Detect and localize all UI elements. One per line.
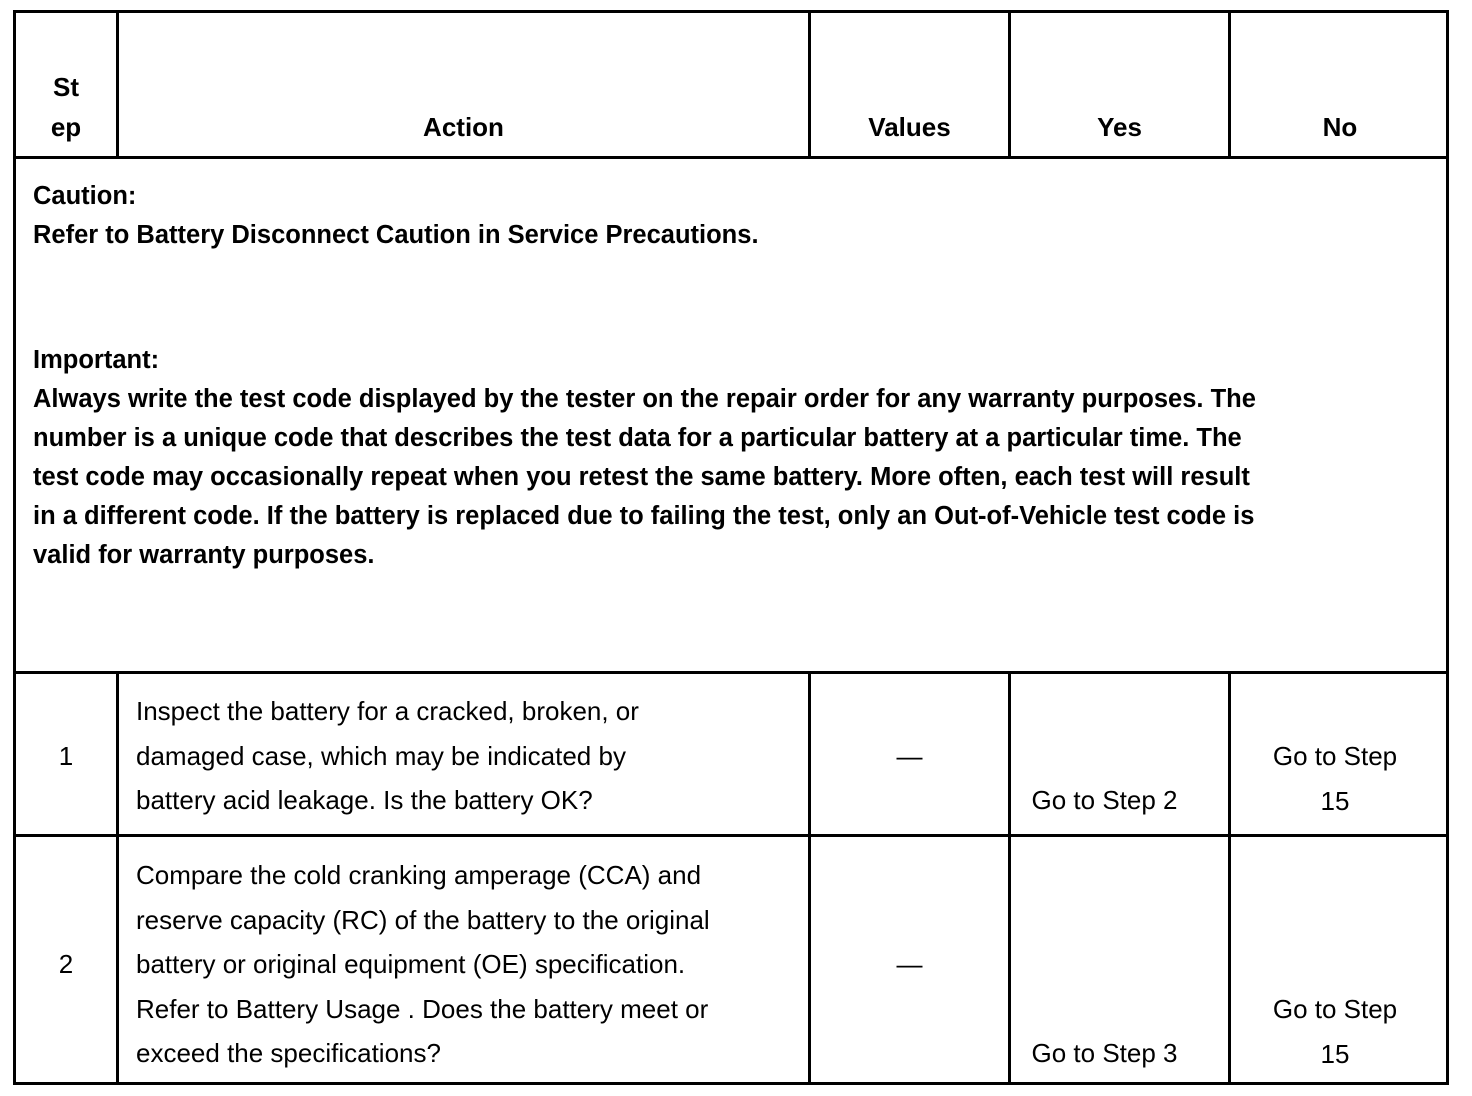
row2-action	[136, 853, 806, 1076]
diagnostic-table	[13, 10, 1449, 1085]
row1-action-line: damaged case, which may be indicated by	[136, 740, 626, 771]
header-step-line2: ep	[50, 112, 82, 142]
caution-text: Refer to Battery Disconnect Caution in Service Precautions.	[33, 221, 759, 249]
header-yes: Yes	[1097, 112, 1142, 142]
row2-yes: Go to Step 3	[1031, 1038, 1178, 1068]
notes-bottom-rule	[16, 671, 1446, 674]
important-line: valid for warranty purposes.	[33, 541, 375, 569]
row1-no	[1231, 734, 1439, 823]
row2-step: 2	[58, 949, 74, 979]
row1-yes: Go to Step 2	[1031, 785, 1178, 815]
row2-no	[1231, 987, 1439, 1076]
row1-no-line1: Go to Step	[1272, 741, 1398, 771]
row1-action-line: battery acid leakage. Is the battery OK?	[136, 785, 593, 815]
header-values: Values	[868, 112, 951, 142]
row2-no-line2: 15	[1320, 1038, 1350, 1069]
header-step-line1: St	[53, 72, 79, 102]
header-action: Action	[423, 112, 504, 142]
important-title: Important:	[33, 346, 160, 374]
important-line: in a different code. If the battery is replaced due to failing the test, only an Out-of-Vehicle test code is	[33, 502, 1255, 530]
caution-note	[33, 177, 1413, 255]
row1-action-line: Inspect the battery for a cracked, broken, or	[136, 696, 639, 726]
row1-no-line2: 15	[1320, 785, 1350, 816]
row1-bottom-rule	[16, 834, 1446, 837]
header-bottom-rule	[16, 156, 1446, 159]
row1-values: —	[896, 741, 923, 771]
caution-title: Caution:	[33, 182, 137, 210]
header-no: No	[1322, 112, 1358, 142]
row2-action-line: Refer to Battery Usage . Does the battery meet or	[136, 993, 709, 1024]
row2-action-line: Compare the cold cranking amperage (CCA) and	[136, 860, 702, 890]
col-divider-step	[116, 671, 119, 1085]
important-line: number is a unique code that describes the test data for a particular battery at a particular time. The	[33, 424, 1242, 452]
important-line: test code may occasionally repeat when you retest the same battery. More often, each test will result	[33, 463, 1250, 491]
row2-action-line: battery or original equipment (OE) specification.	[136, 949, 686, 979]
important-note	[33, 341, 1413, 575]
row2-action-line: exceed the specifications?	[136, 1038, 441, 1068]
row2-action-line: reserve capacity (RC) of the battery to the original	[136, 904, 710, 935]
col-divider-values	[1008, 671, 1011, 1085]
row1-action	[136, 689, 806, 823]
row1-step: 1	[58, 741, 74, 771]
row2-values: —	[896, 949, 923, 979]
row2-no-line1: Go to Step	[1272, 994, 1398, 1024]
important-line: Always write the test code displayed by the tester on the repair order for any warranty purposes. The	[33, 385, 1256, 413]
header-step	[16, 67, 116, 147]
